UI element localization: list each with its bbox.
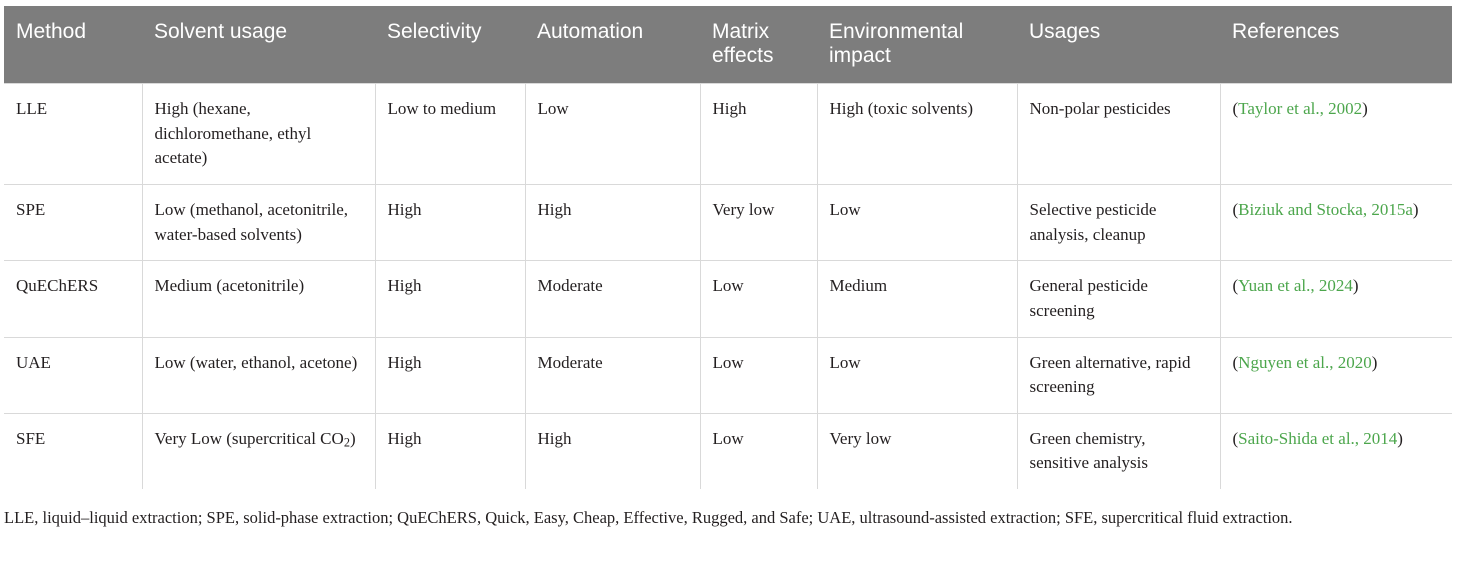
cell-method: UAE — [4, 337, 142, 413]
table-row — [4, 84, 1452, 185]
cell-references — [1220, 337, 1452, 413]
paren-close: ) — [1352, 276, 1359, 296]
solvent-subscript: 2 — [343, 435, 350, 450]
paren-open: ( — [1232, 99, 1239, 119]
table-header-row — [4, 6, 1452, 84]
citation-link[interactable]: Nguyen et al., 2020 — [1238, 352, 1372, 372]
extraction-methods-table-container — [4, 6, 1456, 489]
cell-method: LLE — [4, 84, 142, 185]
cell-solvent-usage: Low (methanol, acetonitrile, water-based solvents) — [142, 184, 375, 260]
table-header — [4, 6, 1452, 84]
column-header-selectivity: Selectivity — [375, 6, 525, 84]
table-row — [4, 184, 1452, 260]
cell-usages: Non-polar pesticides — [1017, 84, 1220, 185]
table-row — [4, 261, 1452, 337]
solvent-text-suffix: ) — [349, 428, 356, 448]
cell-environmental-impact: Medium — [817, 261, 1017, 337]
cell-automation: Moderate — [525, 261, 700, 337]
paren-close: ) — [1362, 99, 1368, 119]
cell-selectivity: High — [375, 337, 525, 413]
cell-matrix-effects: Low — [700, 337, 817, 413]
column-header-usages: Usages — [1017, 6, 1220, 84]
paren-open: ( — [1232, 352, 1239, 372]
cell-usages: Selective pesticide analysis, cleanup — [1017, 184, 1220, 260]
solvent-text-prefix: Very Low (supercritical CO — [154, 428, 344, 448]
cell-matrix-effects: Very low — [700, 184, 817, 260]
paren-close: ) — [1412, 199, 1419, 219]
cell-automation: Moderate — [525, 337, 700, 413]
cell-method: SPE — [4, 184, 142, 260]
paren-open: ( — [1232, 199, 1239, 219]
cell-selectivity: High — [375, 261, 525, 337]
citation-link[interactable]: Yuan et al., 2024 — [1238, 276, 1353, 296]
paren-close: ) — [1371, 352, 1378, 372]
cell-automation: High — [525, 184, 700, 260]
cell-environmental-impact: Low — [817, 337, 1017, 413]
cell-references — [1220, 184, 1452, 260]
cell-automation: Low — [525, 84, 700, 185]
table-row — [4, 413, 1452, 489]
cell-automation: High — [525, 413, 700, 489]
column-header-automation: Automation — [525, 6, 700, 84]
table-footnote: LLE, liquid–liquid extraction; SPE, solid-phase extraction; QuEChERS, Quick, Easy, Cheap, Effective, Rugged, and Safe; UAE, ultrasound-assisted extraction; SFE, supercritical fluid extraction. — [4, 508, 1293, 528]
cell-matrix-effects: Low — [700, 261, 817, 337]
citation-link[interactable]: Saito-Shida et al., 2014 — [1238, 428, 1398, 448]
cell-references — [1220, 261, 1452, 337]
cell-method: SFE — [4, 413, 142, 489]
column-header-method: Method — [4, 6, 142, 84]
cell-method: QuEChERS — [4, 261, 142, 337]
cell-usages: Green alternative, rapid screening — [1017, 337, 1220, 413]
column-header-environmental-impact: Environmental impact — [817, 6, 1017, 84]
cell-references — [1220, 413, 1452, 489]
paren-open: ( — [1232, 276, 1239, 296]
citation-link[interactable]: Taylor et al., 2002 — [1238, 99, 1363, 119]
cell-solvent-usage: Low (water, ethanol, acetone) — [142, 337, 375, 413]
column-header-matrix-effects: Matrix effects — [700, 6, 817, 84]
cell-usages: General pesticide screening — [1017, 261, 1220, 337]
extraction-methods-comparison-table — [4, 6, 1452, 489]
table-body — [4, 84, 1452, 490]
cell-solvent-usage — [142, 413, 375, 489]
cell-selectivity: High — [375, 184, 525, 260]
cell-environmental-impact: Low — [817, 184, 1017, 260]
cell-matrix-effects: High — [700, 84, 817, 185]
cell-environmental-impact: High (toxic solvents) — [817, 84, 1017, 185]
paren-open: ( — [1232, 428, 1239, 448]
column-header-solvent-usage: Solvent usage — [142, 6, 375, 84]
table-row — [4, 337, 1452, 413]
cell-solvent-usage: Medium (acetonitrile) — [142, 261, 375, 337]
citation-link[interactable]: Biziuk and Stocka, 2015a — [1238, 199, 1413, 219]
cell-environmental-impact: Very low — [817, 413, 1017, 489]
cell-selectivity: Low to medium — [375, 84, 525, 185]
cell-references — [1220, 84, 1452, 185]
column-header-references: References — [1220, 6, 1452, 84]
paren-close: ) — [1397, 428, 1403, 448]
cell-selectivity: High — [375, 413, 525, 489]
cell-usages: Green chemistry, sensitive analysis — [1017, 413, 1220, 489]
cell-matrix-effects: Low — [700, 413, 817, 489]
cell-solvent-usage: High (hexane, dichloromethane, ethyl acetate) — [142, 84, 375, 185]
